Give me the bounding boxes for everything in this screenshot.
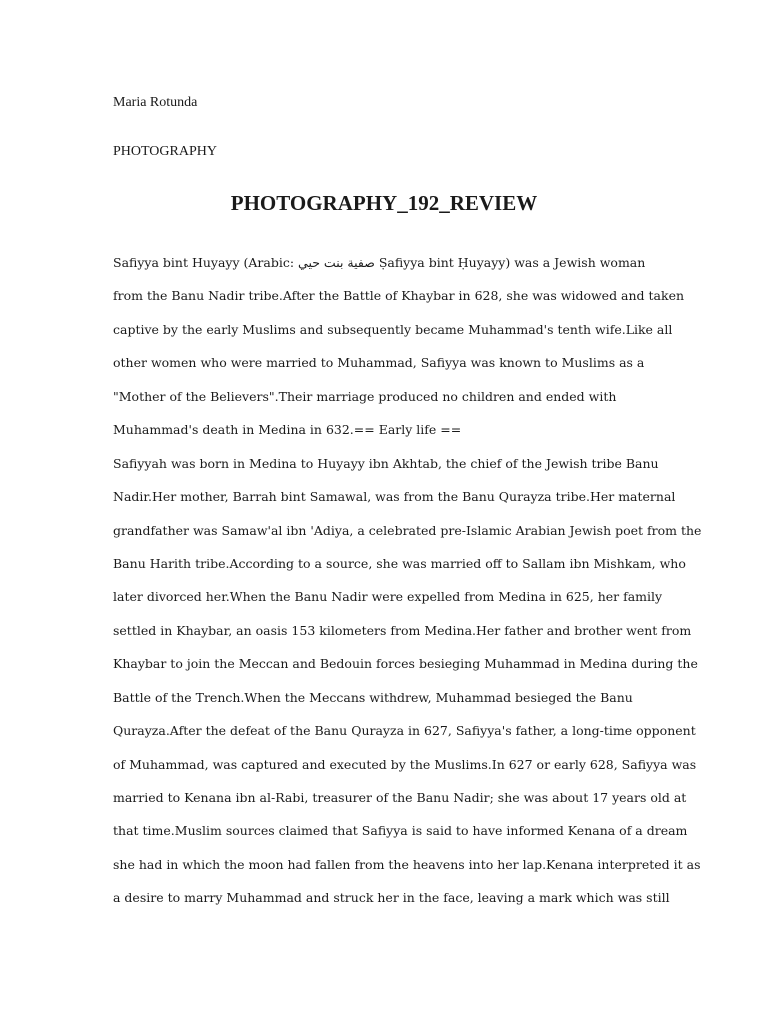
body-line: Muhammad's death in Medina in 632.== Early life == bbox=[113, 422, 462, 438]
body-line: a desire to marry Muhammad and struck her in the face, leaving a mark which was still bbox=[113, 890, 670, 906]
body-line: Safiyyah was born in Medina to Huyayy ibn Akhtab, the chief of the Jewish tribe Banu bbox=[113, 455, 659, 471]
body-line: Safiyya bint Huyayy (Arabic: صفية بنت حيي Ṣafiyya bint Ḥuyayy) was a Jewish woman bbox=[113, 255, 646, 270]
body-text bbox=[113, 254, 702, 923]
body-line: grandfather was Samaw'al ibn 'Adiya, a celebrated pre-Islamic Arabian Jewish poet from the bbox=[113, 522, 702, 538]
page-title: PHOTOGRAPHY_192_REVIEW bbox=[230, 191, 538, 215]
body-line: she had in which the moon had fallen from the heavens into her lap.Kenana interpreted it as bbox=[113, 856, 701, 872]
body-line: later divorced her.When the Banu Nadir were expelled from Medina in 625, her family bbox=[113, 589, 663, 605]
body-line: Khaybar to join the Meccan and Bedouin forces besieging Muhammad in Medina during the bbox=[113, 656, 698, 672]
body-line: Banu Harith tribe.According to a source, she was married off to Sallam ibn Mishkam, who bbox=[113, 555, 686, 571]
body-line: Qurayza.After the defeat of the Banu Qurayza in 627, Safiyya's father, a long-time opponent bbox=[113, 723, 696, 739]
body-line: from the Banu Nadir tribe.After the Battle of Khaybar in 628, she was widowed and taken bbox=[113, 288, 685, 304]
body-line: that time.Muslim sources claimed that Safiyya is said to have informed Kenana of a dream bbox=[113, 823, 688, 839]
body-line: captive by the early Muslims and subsequently became Muhammad's tenth wife.Like all bbox=[113, 321, 673, 337]
body-line: other women who were married to Muhammad, Safiyya was known to Muslims as a bbox=[113, 355, 645, 371]
body-line: "Mother of the Believers".Their marriage produced no children and ended with bbox=[113, 388, 617, 404]
author-name: Maria Rotunda bbox=[113, 95, 198, 110]
body-line: Battle of the Trench.When the Meccans withdrew, Muhammad besieged the Banu bbox=[113, 689, 633, 705]
body-line: married to Kenana ibn al-Rabi, treasurer of the Banu Nadir; she was about 17 years old at bbox=[113, 790, 687, 805]
body-line: Nadir.Her mother, Barrah bint Samawal, was from the Banu Qurayza tribe.Her maternal bbox=[113, 489, 676, 505]
body-line: of Muhammad, was captured and executed by the Muslims.In 627 or early 628, Safiyya was bbox=[113, 756, 697, 772]
course-name: PHOTOGRAPHY bbox=[113, 144, 217, 159]
body-line: settled in Khaybar, an oasis 153 kilometers from Medina.Her father and brother went from bbox=[113, 622, 692, 638]
